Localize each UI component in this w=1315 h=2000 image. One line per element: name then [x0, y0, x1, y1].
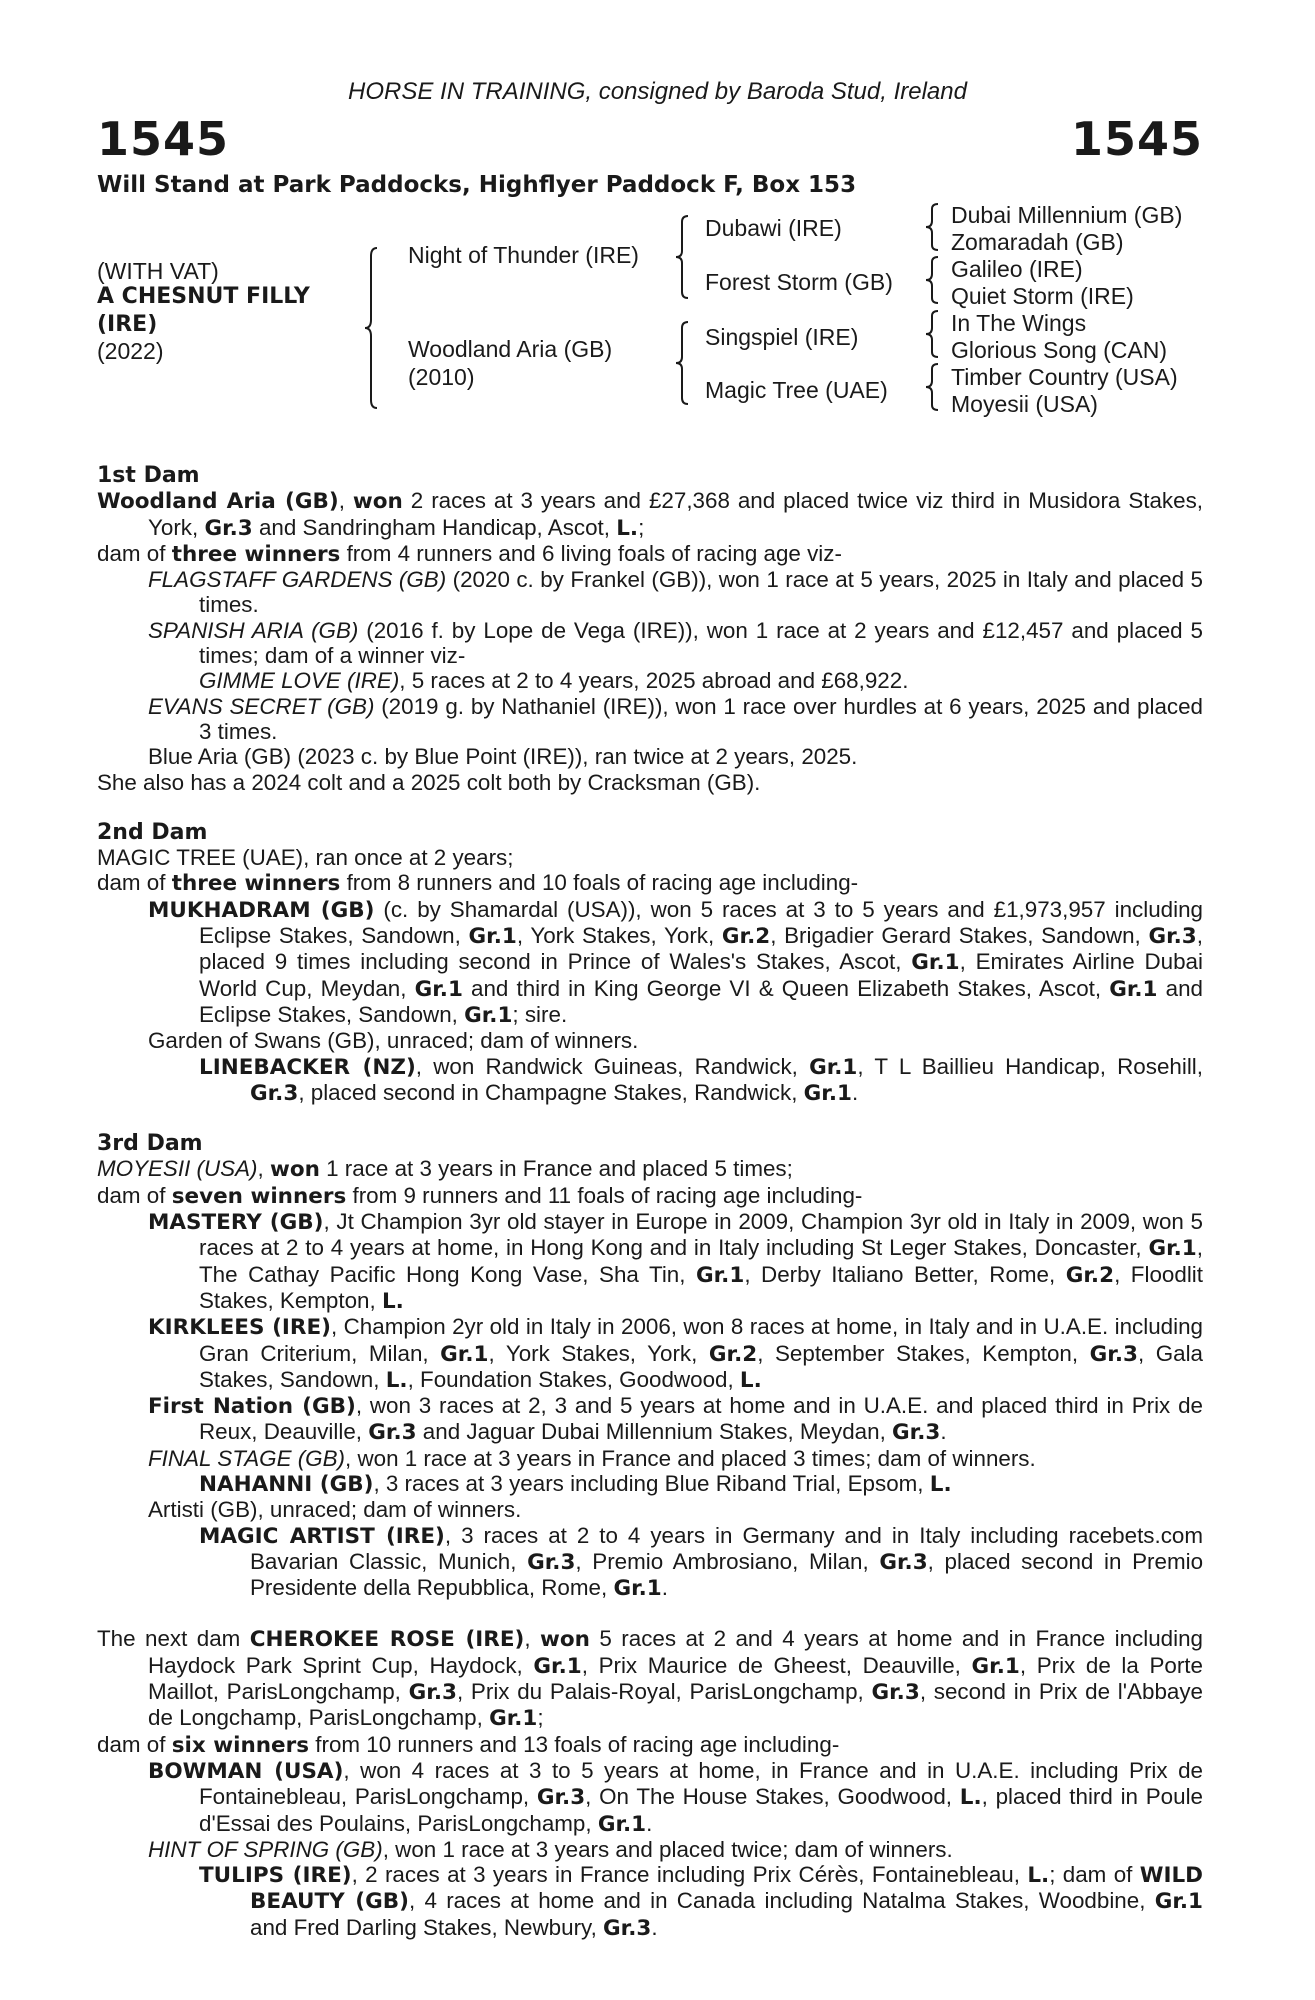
- record-entry: [97, 1862, 1203, 1941]
- text-run: , 5 races at 2 to 4 years, 2025 abroad and £68,922.: [399, 668, 909, 694]
- text-run: ;: [638, 514, 645, 540]
- bold-text: Gr.3: [527, 1549, 576, 1575]
- text-run: Blue Aria (GB) (2023 c. by Blue Point (IRE)), ran twice at 2 years, 2025.: [148, 744, 858, 770]
- text-run: (2020 c. by Frankel (GB)), won 1 race at 5 years, 2025 in Italy and placed 5 times.: [199, 567, 1203, 618]
- gen3-bracket-1: [926, 204, 946, 250]
- record-entry: [97, 870, 1203, 896]
- record-entry: [97, 1758, 1203, 1837]
- record-entry: [97, 897, 1203, 1028]
- text-run: , Champion 2yr old in Italy in 2006, won 8 races at home, in Italy and in U.A.E. including Gran Criterium, Milan,: [199, 1314, 1203, 1366]
- section-2: [97, 820, 1203, 1106]
- section-3: [97, 1131, 1203, 1601]
- text-run: , York Stakes, York,: [516, 923, 722, 949]
- record-entry: [97, 1156, 1203, 1182]
- text-run: , Jt Champion 3yr old stayer in Europe in 2009, Champion 3yr old in Italy in 2009, won 5 races at 2 to 4 years at home, in Hong Kong and in Italy including St Leger Stakes, Doncaster,: [199, 1209, 1204, 1261]
- text-run: from 4 runners and 6 living foals of racing age viz-: [340, 540, 842, 566]
- text-run: from 9 runners and 11 foals of racing age including-: [346, 1182, 863, 1208]
- text-run: , 3 races at 2 to 4 years in Germany and in Italy including racebets.com Bavarian Classic, Munich,: [250, 1522, 1204, 1574]
- text-run: , Prix du Palais-Royal, ParisLongchamp,: [456, 1679, 872, 1705]
- sire-sire: Dubawi (IRE): [705, 215, 842, 241]
- bold-text: Gr.3: [536, 1785, 586, 1811]
- bold-text: L.: [739, 1367, 762, 1393]
- italic-name: HINT OF SPRING (GB): [148, 1836, 383, 1862]
- bold-text: KIRKLEES (IRE): [148, 1315, 331, 1341]
- bold-text: Gr.1: [533, 1653, 582, 1679]
- horse-name-line2: (IRE): [97, 312, 158, 337]
- dam: Woodland Aria (GB): [408, 336, 613, 362]
- bold-text: MAGIC ARTIST (IRE): [199, 1523, 445, 1549]
- horse-year: (2022): [97, 338, 164, 364]
- italic-name: FINAL STAGE (GB): [148, 1445, 345, 1471]
- record-entry: [97, 1837, 1203, 1862]
- text-run: , won 4 races at 3 to 5 years at home, in France and in U.A.E. including Prix de Fontainebleau, ParisLongchamp,: [199, 1757, 1203, 1810]
- section-heading: 1st Dam: [97, 463, 200, 488]
- record-entry: [97, 1471, 1203, 1497]
- text-run: .: [646, 1810, 653, 1836]
- vat-note: (WITH VAT): [97, 258, 219, 284]
- text-run: and Fred Darling Stakes, Newbury,: [250, 1914, 604, 1940]
- text-run: ; sire.: [512, 1001, 568, 1027]
- bold-text: Gr.1: [613, 1576, 662, 1602]
- bold-text: NAHANNI (GB): [199, 1471, 374, 1497]
- great-grandparent-4: Quiet Storm (IRE): [951, 283, 1134, 309]
- bold-text: TULIPS (IRE): [199, 1863, 352, 1889]
- great-grandparent-2: Zomaradah (GB): [951, 229, 1124, 255]
- text-run: , Prix Maurice de Gheest, Deauville,: [581, 1652, 972, 1678]
- text-run: , York Stakes, York,: [488, 1340, 709, 1366]
- text-run: 5 races at 2 and 4 years at home and in France including Haydock Park Sprint Cup, Haydock,: [148, 1626, 1203, 1678]
- horse-name-line1: A CHESNUT FILLY: [97, 284, 310, 309]
- text-run: , Gala Stakes, Sandown,: [199, 1340, 1204, 1392]
- text-run: ,: [257, 1156, 270, 1182]
- text-run: MAGIC TREE (UAE), ran once at 2 years;: [97, 845, 514, 871]
- text-run: (2019 g. by Nathaniel (IRE)), won 1 race over hurdles at 6 years, 2025 and placed 3 times.: [199, 693, 1203, 744]
- text-run: , placed 9 times including second in Prince of Wales's Stakes, Ascot,: [199, 923, 1203, 975]
- record-entry: [97, 541, 1203, 567]
- text-run: , Brigadier Gerard Stakes, Sandown,: [770, 923, 1149, 949]
- bold-text: Gr.1: [803, 1080, 852, 1106]
- lot-number-right: 1545: [1070, 112, 1203, 166]
- gen3-bracket-4: [926, 364, 946, 410]
- bold-text: MASTERY (GB): [148, 1210, 324, 1236]
- record-entry: [97, 488, 1203, 541]
- record-entry: [97, 1209, 1203, 1314]
- text-run: , placed second in Champagne Stakes, Randwick,: [298, 1079, 804, 1105]
- bold-text: Gr.3: [368, 1420, 417, 1446]
- bold-text: First Nation (GB): [148, 1394, 356, 1420]
- text-run: The next dam: [97, 1626, 250, 1652]
- record-entry: [97, 1523, 1203, 1602]
- bold-text: L.: [929, 1471, 952, 1497]
- text-run: , 4 races at home and in Canada including Natalma Stakes, Woodbine,: [408, 1888, 1155, 1914]
- text-run: , Prix de la Porte Maillot, ParisLongchamp,: [148, 1652, 1203, 1705]
- bold-text: Gr.1: [489, 1706, 538, 1732]
- record-entry: [97, 1183, 1203, 1209]
- dam-year: (2010): [408, 364, 475, 390]
- italic-name: GIMME LOVE (IRE): [199, 668, 400, 694]
- text-run: , Premio Ambrosiano, Milan,: [575, 1548, 880, 1574]
- text-run: , won Randwick Guineas, Randwick,: [415, 1053, 810, 1079]
- text-run: ;: [537, 1705, 544, 1731]
- text-run: , second in Prix de l'Abbaye de Longchamp, ParisLongchamp,: [148, 1679, 1203, 1731]
- bold-text: Gr.1: [1154, 1889, 1204, 1915]
- bold-text: Gr.1: [971, 1653, 1020, 1679]
- bold-text: BOWMAN (USA): [148, 1758, 344, 1784]
- bold-text: Gr.1: [1109, 976, 1158, 1002]
- text-run: , won 3 races at 2, 3 and 5 years at home and in U.A.E. and placed third in Prix de Reux, Deauville,: [199, 1393, 1203, 1445]
- produce-record: [97, 463, 1203, 1941]
- bold-text: won: [352, 489, 403, 515]
- text-run: , 2 races at 3 years in France including Prix Cérès, Fontainebleau,: [351, 1862, 1028, 1888]
- section-heading: 2nd Dam: [97, 819, 208, 845]
- lot-number-left: 1545: [97, 112, 230, 166]
- record-entry: [97, 1497, 1203, 1522]
- text-run: , won 1 race at 3 years and placed twice; dam of winners.: [382, 1836, 953, 1862]
- text-run: She also has a 2024 colt and a 2025 colt both by Cracksman (GB).: [97, 769, 761, 795]
- text-run: .: [940, 1419, 947, 1445]
- bold-text: three winners: [171, 871, 341, 897]
- great-grandparent-6: Glorious Song (CAN): [951, 337, 1168, 363]
- bold-text: Gr.2: [708, 1341, 758, 1367]
- text-run: and Jaguar Dubai Millennium Stakes, Meydan,: [416, 1419, 893, 1445]
- bold-text: Gr.1: [597, 1811, 647, 1837]
- record-entry: [97, 618, 1203, 669]
- great-grandparent-7: Timber Country (USA): [951, 364, 1178, 390]
- text-run: ,: [524, 1626, 541, 1652]
- text-run: , placed second in Premio Presidente della Repubblica, Rome,: [250, 1548, 1204, 1601]
- text-run: Artisti (GB), unraced; dam of winners.: [148, 1497, 522, 1523]
- sire: Night of Thunder (IRE): [408, 242, 639, 268]
- bold-text: won: [269, 1157, 320, 1183]
- bold-text: Gr.3: [408, 1680, 457, 1706]
- bold-text: six winners: [171, 1732, 310, 1758]
- bold-text: L.: [959, 1785, 982, 1811]
- bold-text: MUKHADRAM (GB): [148, 897, 375, 923]
- bold-text: Gr.1: [468, 924, 517, 950]
- text-run: , On The House Stakes, Goodwood,: [585, 1784, 960, 1810]
- bold-text: L.: [385, 1367, 408, 1393]
- text-run: , won 1 race at 3 years in France and placed 3 times; dam of winners.: [345, 1445, 1036, 1471]
- text-run: , 3 races at 3 years including Blue Riband Trial, Epsom,: [373, 1470, 930, 1496]
- sire-parents-bracket: [676, 216, 696, 298]
- consignment-line: HORSE IN TRAINING, consigned by Baroda Stud, Ireland: [348, 78, 967, 105]
- bold-text: Gr.3: [1148, 924, 1197, 950]
- record-entry: [97, 1446, 1203, 1471]
- dam-sire: Singspiel (IRE): [705, 324, 859, 350]
- bold-text: Gr.2: [1065, 1262, 1115, 1288]
- section-4: [97, 1626, 1203, 1941]
- text-run: .: [851, 1079, 859, 1105]
- record-entry: [97, 770, 1203, 795]
- stand-location: Will Stand at Park Paddocks, Highflyer Paddock F, Box 153: [97, 172, 857, 198]
- text-run: ,: [338, 488, 353, 514]
- sire-dam-bracket: [365, 248, 395, 408]
- bold-text: LINEBACKER (NZ): [199, 1054, 416, 1080]
- record-entry: [97, 744, 1203, 769]
- text-run: from 8 runners and 10 foals of racing age including-: [340, 870, 859, 896]
- text-run: dam of: [97, 1182, 172, 1208]
- record-entry: [97, 1314, 1203, 1393]
- bold-text: L.: [616, 515, 639, 541]
- record-entry: [97, 1054, 1203, 1107]
- text-run: (c. by Shamardal (USA)), won 5 races at 3 to 5 years and £1,973,957 including Eclipse Stakes, Sandown,: [199, 896, 1203, 949]
- text-run: , T L Baillieu Handicap, Rosehill,: [857, 1053, 1203, 1079]
- text-run: , placed third in Poule d'Essai des Poulains, ParisLongchamp,: [199, 1784, 1203, 1836]
- text-run: Garden of Swans (GB), unraced; dam of winners.: [148, 1028, 639, 1054]
- great-grandparent-3: Galileo (IRE): [951, 256, 1083, 282]
- great-grandparent-1: Dubai Millennium (GB): [951, 202, 1183, 228]
- gen3-bracket-3: [926, 311, 946, 357]
- bold-text: Gr.2: [721, 924, 771, 950]
- text-run: dam of: [97, 1731, 172, 1757]
- text-run: and Sandringham Handicap, Ascot,: [252, 514, 617, 540]
- text-run: , The Cathay Pacific Hong Kong Vase, Sha Tin,: [199, 1235, 1203, 1287]
- bold-text: Gr.1: [464, 1002, 513, 1028]
- bold-text: Gr.3: [603, 1915, 652, 1941]
- bold-text: Gr.1: [1148, 1236, 1197, 1262]
- great-grandparent-8: Moyesii (USA): [951, 391, 1098, 417]
- text-run: 1 race at 3 years in France and placed 5 times;: [319, 1156, 793, 1182]
- record-entry: [97, 567, 1203, 618]
- bold-text: L.: [381, 1288, 404, 1314]
- dam-dam: Magic Tree (UAE): [705, 377, 888, 403]
- section-heading: 3rd Dam: [97, 1131, 203, 1157]
- bold-text: Gr.3: [204, 515, 253, 541]
- text-run: ; dam of: [1049, 1862, 1140, 1888]
- text-run: , Floodlit Stakes, Kempton,: [199, 1261, 1203, 1313]
- bold-text: Gr.3: [871, 1680, 920, 1706]
- text-run: 2 races at 3 years and £27,368 and placed twice viz third in Musidora Stakes, York,: [148, 488, 1203, 540]
- text-run: and third in King George VI & Queen Elizabeth Stakes, Ascot,: [462, 975, 1110, 1001]
- bold-text: Gr.3: [1089, 1341, 1138, 1367]
- bold-text: L.: [1027, 1863, 1050, 1889]
- bold-text: Gr.1: [809, 1054, 858, 1080]
- section-1: [97, 463, 1203, 795]
- bold-text: Gr.3: [879, 1549, 928, 1575]
- text-run: , Emirates Airline Dubai World Cup, Meydan,: [199, 949, 1203, 1001]
- bold-text: Gr.1: [440, 1341, 489, 1367]
- text-run: .: [661, 1575, 668, 1601]
- text-run: .: [651, 1914, 658, 1940]
- text-run: and Eclipse Stakes, Sandown,: [199, 975, 1203, 1027]
- italic-name: MOYESII (USA): [97, 1156, 258, 1182]
- italic-name: SPANISH ARIA (GB): [148, 617, 359, 643]
- text-run: , September Stakes, Kempton,: [757, 1340, 1090, 1366]
- sire-dam: Forest Storm (GB): [705, 269, 893, 295]
- text-run: dam of: [97, 540, 172, 566]
- bold-text: three winners: [171, 541, 341, 567]
- bold-text: Gr.3: [892, 1420, 941, 1446]
- text-run: (2016 f. by Lope de Vega (IRE)), won 1 race at 2 years and £12,457 and placed 5 times; dam of a winner viz-: [199, 617, 1203, 669]
- gen3-bracket-2: [926, 257, 946, 303]
- bold-text: Gr.1: [911, 950, 960, 976]
- record-entry: [97, 845, 1203, 870]
- text-run: dam of: [97, 870, 172, 896]
- record-entry: [97, 1626, 1203, 1731]
- record-entry: [97, 694, 1203, 745]
- italic-name: FLAGSTAFF GARDENS (GB): [148, 567, 447, 593]
- record-entry: [97, 1028, 1203, 1053]
- bold-text: Woodland Aria (GB): [97, 489, 339, 515]
- record-entry: [97, 1393, 1203, 1446]
- record-entry: [97, 668, 1203, 693]
- text-run: from 10 runners and 13 foals of racing age including-: [309, 1731, 840, 1757]
- record-entry: [97, 1732, 1203, 1758]
- text-run: , Foundation Stakes, Goodwood,: [407, 1366, 740, 1392]
- dam-parents-bracket: [676, 322, 696, 404]
- text-run: , Derby Italiano Better, Rome,: [744, 1261, 1066, 1287]
- bold-text: Gr.1: [696, 1262, 745, 1288]
- bold-text: seven winners: [171, 1183, 347, 1209]
- great-grandparent-5: In The Wings: [951, 310, 1087, 336]
- bold-text: WILD BEAUTY (GB): [250, 1863, 1203, 1915]
- bold-text: CHEROKEE ROSE (IRE): [249, 1627, 525, 1653]
- bold-text: Gr.3: [250, 1080, 299, 1106]
- bold-text: won: [540, 1627, 590, 1653]
- bold-text: Gr.1: [414, 976, 463, 1002]
- italic-name: EVANS SECRET (GB): [148, 693, 375, 719]
